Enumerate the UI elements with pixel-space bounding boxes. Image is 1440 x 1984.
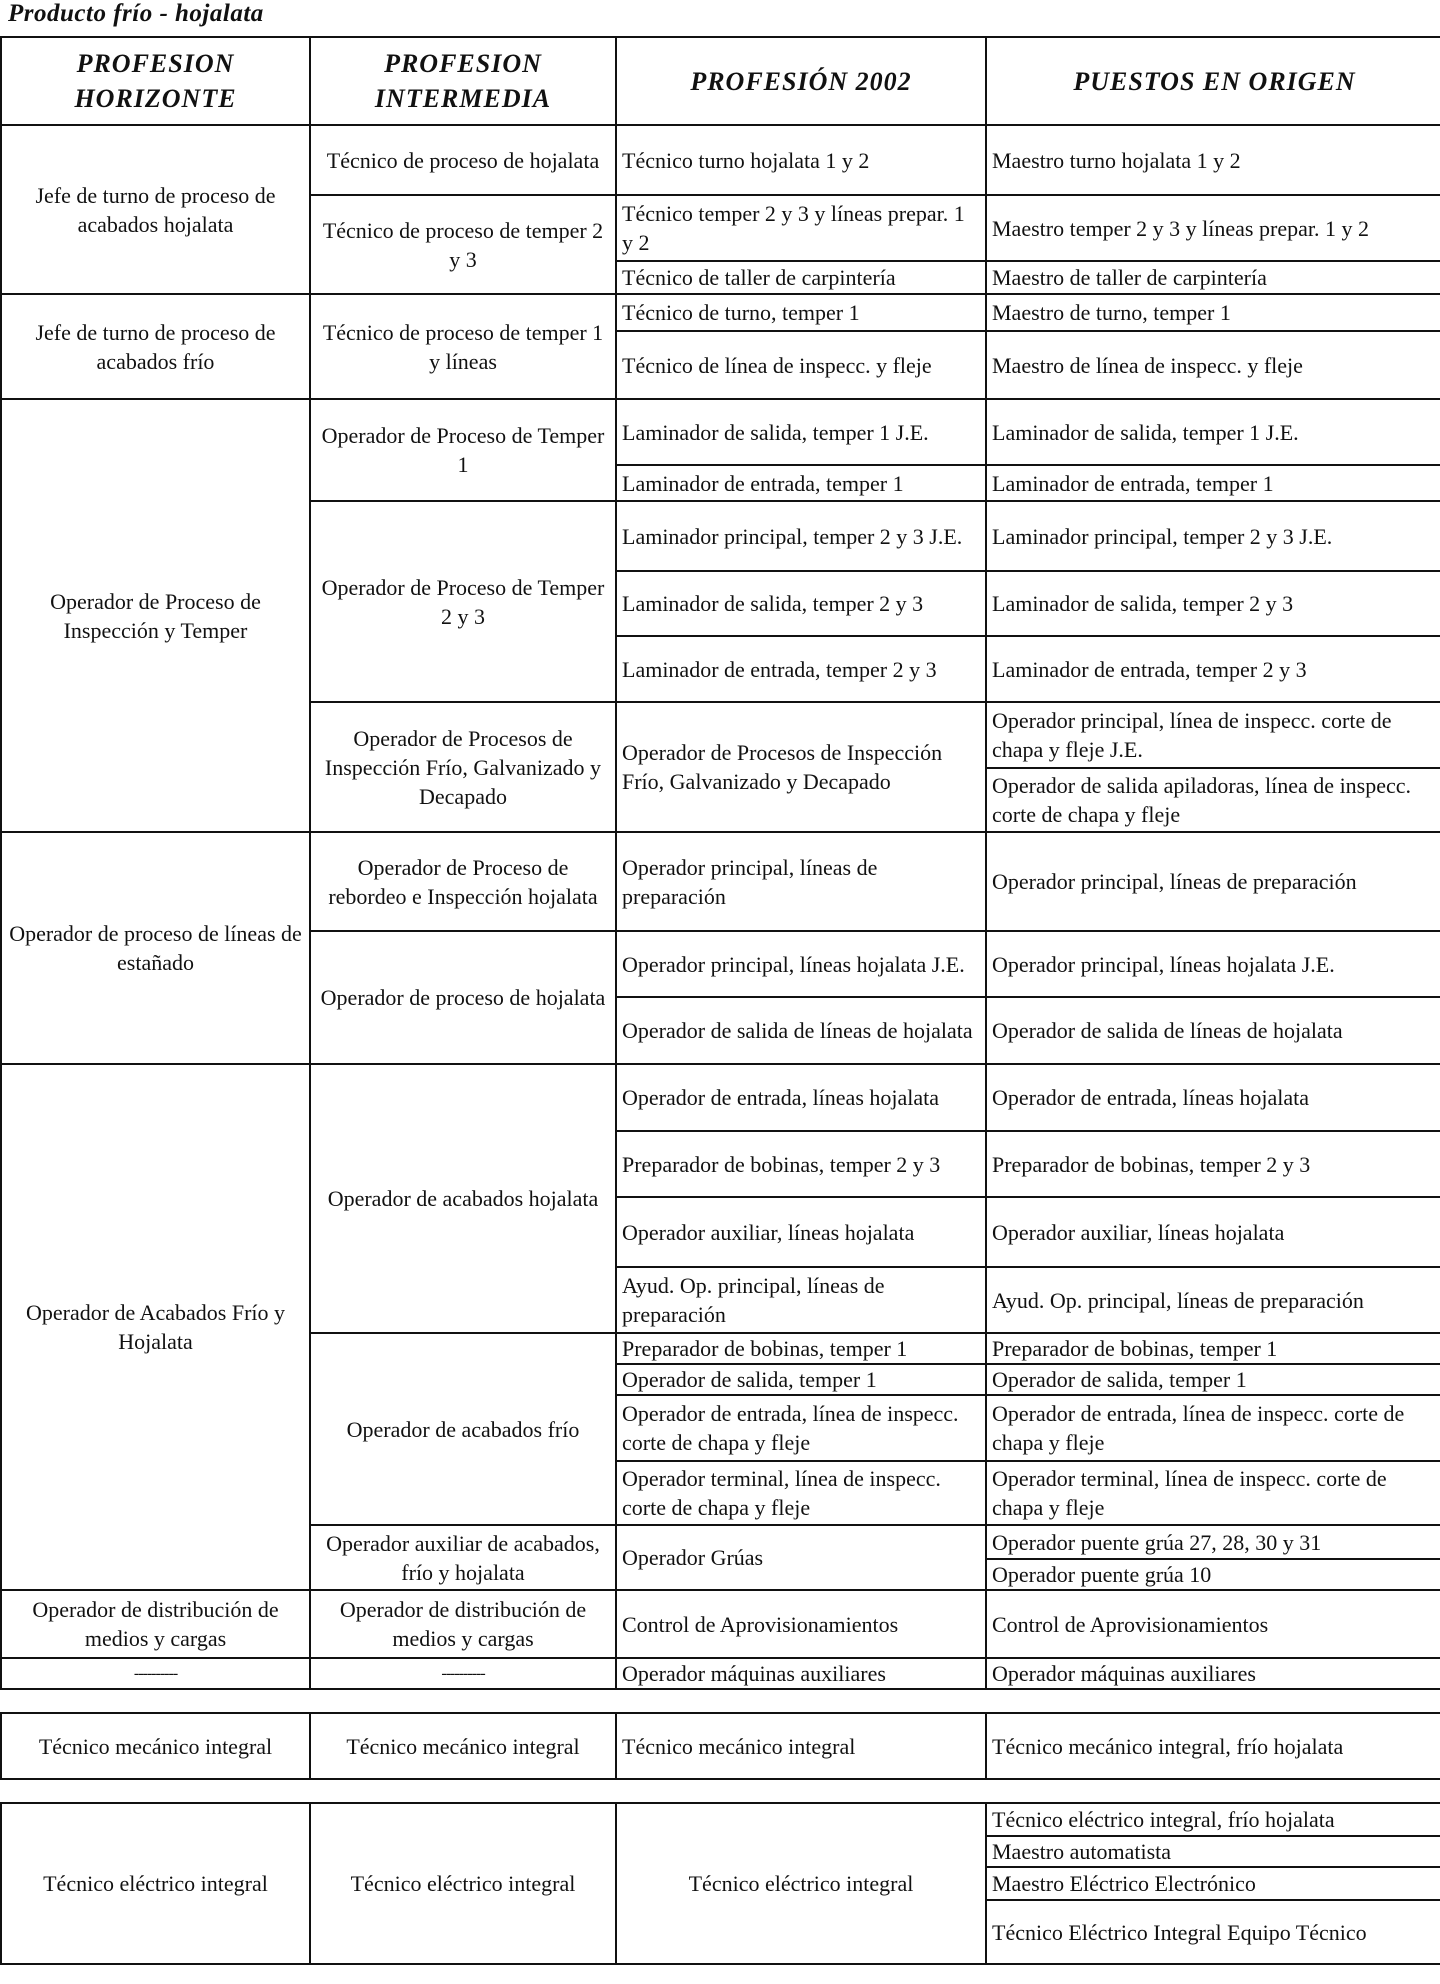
table-row: [1, 125, 1440, 195]
horizonte-cell: Operador de proceso de líneas de estañado: [1, 832, 310, 1064]
header-row: [1, 37, 1440, 125]
puesto-origen-cell: Laminador de salida, temper 1 J.E.: [986, 399, 1440, 465]
table-row: [1, 1713, 1440, 1779]
profesion-2002-cell: Operador auxiliar, líneas hojalata: [616, 1197, 986, 1267]
puesto-origen-cell: Maestro de taller de carpintería: [986, 261, 1440, 294]
profesion-2002-cell: Técnico eléctrico integral: [616, 1803, 986, 1964]
group-separator: [1, 1689, 1440, 1713]
profesion-2002-cell: Laminador de entrada, temper 1: [616, 465, 986, 501]
profesion-2002-cell: Técnico temper 2 y 3 y líneas prepar. 1 y 2: [616, 195, 986, 261]
horizonte-cell: Jefe de turno de proceso de acabados hojalata: [1, 125, 310, 294]
profession-table-sheet: [0, 36, 1440, 1965]
profesion-2002-cell: Laminador principal, temper 2 y 3 J.E.: [616, 501, 986, 571]
profesion-2002-cell: Operador de entrada, líneas hojalata: [616, 1064, 986, 1131]
puesto-origen-cell: Maestro Eléctrico Electrónico: [986, 1867, 1440, 1900]
puesto-origen-cell: Preparador de bobinas, temper 2 y 3: [986, 1131, 1440, 1197]
intermedia-cell: Operador de Procesos de Inspección Frío, Galvanizado y Decapado: [310, 702, 616, 832]
puesto-origen-cell: Maestro temper 2 y 3 y líneas prepar. 1 y 2: [986, 195, 1440, 261]
header-profesion-intermedia: PROFESION INTERMEDIA: [310, 37, 616, 125]
table-row: [1, 399, 1440, 465]
intermedia-cell: Técnico mecánico integral: [310, 1713, 616, 1779]
horizonte-cell: Operador de distribución de medios y cargas: [1, 1590, 310, 1658]
table-row: [1, 1658, 1440, 1689]
puesto-origen-cell: Maestro turno hojalata 1 y 2: [986, 125, 1440, 195]
intermedia-cell: Técnico de proceso de hojalata: [310, 125, 616, 195]
puesto-origen-cell: Técnico mecánico integral, frío hojalata: [986, 1713, 1440, 1779]
intermedia-cell: Técnico de proceso de temper 1 y líneas: [310, 294, 616, 399]
puesto-origen-cell: Laminador de entrada, temper 1: [986, 465, 1440, 501]
intermedia-cell: Operador auxiliar de acabados, frío y hojalata: [310, 1525, 616, 1590]
puesto-origen-cell: Operador principal, líneas hojalata J.E.: [986, 931, 1440, 997]
intermedia-cell: Operador de Proceso de Temper 1: [310, 399, 616, 501]
puesto-origen-cell: Control de Aprovisionamientos: [986, 1590, 1440, 1658]
header-profesion-2002: PROFESIÓN 2002: [616, 37, 986, 125]
intermedia-cell: Operador de acabados hojalata: [310, 1064, 616, 1333]
profesion-2002-cell: Operador principal, líneas de preparación: [616, 832, 986, 931]
profesion-2002-cell: Operador de Procesos de Inspección Frío, Galvanizado y Decapado: [616, 702, 986, 832]
profesion-2002-cell: Operador de salida de líneas de hojalata: [616, 997, 986, 1064]
intermedia-cell: Técnico de proceso de temper 2 y 3: [310, 195, 616, 294]
table-row: [1, 1590, 1440, 1658]
header-puestos-en-origen: PUESTOS EN ORIGEN: [986, 37, 1440, 125]
profession-table: [0, 36, 1440, 1965]
profesion-2002-cell: Operador terminal, línea de inspecc. corte de chapa y fleje: [616, 1461, 986, 1525]
horizonte-cell: Operador de Acabados Frío y Hojalata: [1, 1064, 310, 1590]
horizonte-cell: Técnico mecánico integral: [1, 1713, 310, 1779]
profesion-2002-cell: Preparador de bobinas, temper 1: [616, 1333, 986, 1364]
puesto-origen-cell: Ayud. Op. principal, líneas de preparación: [986, 1267, 1440, 1333]
puesto-origen-cell: Operador de entrada, línea de inspecc. corte de chapa y fleje: [986, 1395, 1440, 1461]
profesion-2002-cell: Operador Grúas: [616, 1525, 986, 1590]
puesto-origen-cell: Operador de salida apiladoras, línea de inspecc. corte de chapa y fleje: [986, 768, 1440, 832]
puesto-origen-cell: Operador terminal, línea de inspecc. corte de chapa y fleje: [986, 1461, 1440, 1525]
intermedia-cell: Técnico eléctrico integral: [310, 1803, 616, 1964]
puesto-origen-cell: Maestro de turno, temper 1: [986, 294, 1440, 331]
page-heading: Producto frío - hojalata: [8, 0, 264, 27]
puesto-origen-cell: Técnico Eléctrico Integral Equipo Técnico: [986, 1900, 1440, 1964]
group-separator: [1, 1779, 1440, 1803]
puesto-origen-cell: Laminador principal, temper 2 y 3 J.E.: [986, 501, 1440, 571]
puesto-origen-cell: Operador puente grúa 27, 28, 30 y 31: [986, 1525, 1440, 1559]
profesion-2002-cell: Técnico de taller de carpintería: [616, 261, 986, 294]
profesion-2002-cell: Técnico turno hojalata 1 y 2: [616, 125, 986, 195]
puesto-origen-cell: Laminador de entrada, temper 2 y 3: [986, 636, 1440, 702]
profesion-2002-cell: Laminador de entrada, temper 2 y 3: [616, 636, 986, 702]
puesto-origen-cell: Operador de salida, temper 1: [986, 1364, 1440, 1395]
separator-cell: [1, 1779, 1440, 1803]
horizonte-cell: Jefe de turno de proceso de acabados frío: [1, 294, 310, 399]
table-row: [1, 294, 1440, 331]
table-row: [1, 832, 1440, 931]
profesion-2002-cell: Técnico de línea de inspecc. y fleje: [616, 331, 986, 399]
profesion-2002-cell: Laminador de salida, temper 2 y 3: [616, 571, 986, 636]
horizonte-cell-dash: ----------: [1, 1658, 310, 1689]
puesto-origen-cell: Preparador de bobinas, temper 1: [986, 1333, 1440, 1364]
intermedia-cell: Operador de proceso de hojalata: [310, 931, 616, 1064]
intermedia-cell: Operador de acabados frío: [310, 1333, 616, 1525]
puesto-origen-cell: Operador puente grúa 10: [986, 1559, 1440, 1590]
table-row: [1, 1803, 1440, 1836]
puesto-origen-cell: Operador máquinas auxiliares: [986, 1658, 1440, 1689]
profesion-2002-cell: Técnico mecánico integral: [616, 1713, 986, 1779]
profesion-2002-cell: Técnico de turno, temper 1: [616, 294, 986, 331]
horizonte-cell: Operador de Proceso de Inspección y Temper: [1, 399, 310, 832]
table-row: [1, 1064, 1440, 1131]
separator-cell: [1, 1689, 1440, 1713]
puesto-origen-cell: Operador auxiliar, líneas hojalata: [986, 1197, 1440, 1267]
puesto-origen-cell: Técnico eléctrico integral, frío hojalata: [986, 1803, 1440, 1836]
puesto-origen-cell: Operador principal, línea de inspecc. corte de chapa y fleje J.E.: [986, 702, 1440, 768]
horizonte-cell: Técnico eléctrico integral: [1, 1803, 310, 1964]
profesion-2002-cell: Operador de entrada, línea de inspecc. corte de chapa y fleje: [616, 1395, 986, 1461]
profesion-2002-cell: Ayud. Op. principal, líneas de preparación: [616, 1267, 986, 1333]
header-profesion-horizonte: PROFESION HORIZONTE: [1, 37, 310, 125]
intermedia-cell: Operador de Proceso de rebordeo e Inspección hojalata: [310, 832, 616, 931]
profesion-2002-cell: Laminador de salida, temper 1 J.E.: [616, 399, 986, 465]
profesion-2002-cell: Preparador de bobinas, temper 2 y 3: [616, 1131, 986, 1197]
puesto-origen-cell: Operador de salida de líneas de hojalata: [986, 997, 1440, 1064]
puesto-origen-cell: Operador principal, líneas de preparación: [986, 832, 1440, 931]
puesto-origen-cell: Maestro de línea de inspecc. y fleje: [986, 331, 1440, 399]
profesion-2002-cell: Operador principal, líneas hojalata J.E.: [616, 931, 986, 997]
puesto-origen-cell: Maestro automatista: [986, 1836, 1440, 1867]
profesion-2002-cell: Control de Aprovisionamientos: [616, 1590, 986, 1658]
intermedia-cell: Operador de Proceso de Temper 2 y 3: [310, 501, 616, 702]
intermedia-cell: Operador de distribución de medios y cargas: [310, 1590, 616, 1658]
intermedia-cell-dash: ----------: [310, 1658, 616, 1689]
puesto-origen-cell: Laminador de salida, temper 2 y 3: [986, 571, 1440, 636]
puesto-origen-cell: Operador de entrada, líneas hojalata: [986, 1064, 1440, 1131]
profesion-2002-cell: Operador máquinas auxiliares: [616, 1658, 986, 1689]
profesion-2002-cell: Operador de salida, temper 1: [616, 1364, 986, 1395]
